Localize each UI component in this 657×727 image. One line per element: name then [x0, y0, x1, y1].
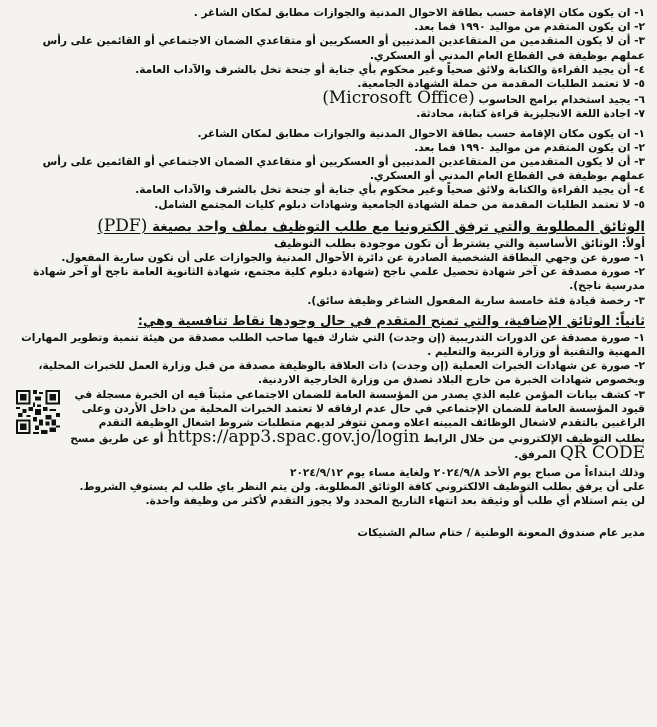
closing-line: على أن يرفق بطلب التوظيف الالكتروني كافة الوثائق المطلوبة. ولن يتم النظر باي طلب لم يستوفِ الشروط.: [79, 480, 645, 493]
requirement-item: ١- ان يكون مكان الإقامة حسب بطاقة الاحوال المدنية والجوازات مطابق لمكان الشاغر.: [197, 127, 645, 140]
requirement-item: ٣- أن لا يكون المتقدمين من المتقاعدين المدنيين أو العسكريين أو متقاعدي الضمان الاجتماعي أو القائمين على رأس عملهم بوظيفة في القطاع العام المدني أو العسكري.: [42, 156, 645, 183]
document-item-text: ٣- كشف بيانات المؤمن عليه الذي يصدر من المؤسسة العامة للضمان الاجتماعي مثبتاً فيه ان الخبرة مسجلة في قيود المؤسسة العامة للضمان الإجتماعي في حال عدم ارفاقه لا تعتمد الخبرات المحلية من داخل الأردن وعلى الراغبين بالتقدم لاشغال الوظائف المبينه اعلاه وممن تتوفر لديهم متطلبات شروط اشغال الوظيفة التقدم بطلب التوظيف الإلكتروني من خلال الرابط: [74, 388, 645, 446]
ms-office-label: (Microsoft Office): [322, 88, 475, 109]
requirement-item-computer: [10, 88, 645, 109]
basic-documents-title: أولاً: الوثائق الأساسية والتي يشترط أن تكون موجودة بطلب التوظيف: [274, 236, 645, 250]
requirement-item: ٢- ان يكون المتقدم من مواليد ١٩٩٠ فما بعد.: [414, 21, 645, 34]
closing-line: وذلك ابتداءاً من صباح يوم الأحد ٢٠٢٤/٩/٨ ولغاية مساء يوم ٢٠٢٤/٩/١٢: [290, 466, 645, 479]
document-item-text: المرفق.: [514, 449, 557, 462]
requirement-item: ٧- اجادة اللغة الانجليزية قراءة كتابة، محادثة.: [416, 108, 645, 121]
qr-code-image[interactable]: [16, 390, 60, 434]
closing-line: لن يتم استلام أي طلب أو وثيقة بعد انتهاء التاريخ المحدد ولا يجوز التقدم لأكثر من وظيفة واحدة.: [145, 495, 645, 508]
pdf-label: (PDF): [97, 215, 148, 236]
documents-heading: [10, 217, 645, 237]
documents-heading-text: الوثائق المطلوبة والتي ترفق الكترونيا مع طلب التوظيف بملف واحد بصيغة: [152, 218, 645, 235]
requirement-item: ٥- لا تعتمد الطلبات المقدمة من حملة الشهادة الجامعية.: [357, 78, 645, 91]
requirements-section-a: [10, 6, 645, 122]
requirement-item: ٢- ان يكون المتقدم من مواليد ١٩٩٠ فما بعد.: [414, 141, 645, 154]
requirement-item: ٥- لا تعتمد الطلبات المقدمة من حملة الشهادة الجامعية وشهادات دبلوم كليات المجتمع الشامل.: [154, 198, 645, 211]
qr-code-label: QR CODE: [559, 443, 645, 464]
application-instructions: [10, 388, 645, 463]
document-item-text: أو عن طريق مسح: [70, 433, 164, 446]
application-link[interactable]: https://app3.spac.gov.jo/login: [167, 427, 420, 448]
document-item: ٣- رخصة قيادة فئة خامسة سارية المفعول الشاغر وظيفة سائق).: [307, 294, 645, 307]
signature: مدير عام صندوق المعونة الوطنية / ختام سالم الشنيكات: [357, 527, 645, 540]
requirement-item: ٤- أن يجيد القراءة والكتابة ولائق صحياً وغير محكوم بأي جناية أو جنحة تخل بالشرف والآداب العامة.: [135, 184, 645, 197]
document-item: ٢- صورة عن شهادات الخبرات العملية (إن وجدت) ذات العلاقة بالوظيفة مصدقة من قبل وزارة العمل للخبرات المحلية، وبخصوص شهادات الخبرة من خارج البلاد تصدق من وزارة الخارجية الاردنية.: [38, 360, 645, 387]
additional-documents-title: ثانياً: الوثائق الإضافية، والتي تمنح المتقدم في حال وجودها نقاط تنافسية وهي:: [137, 313, 645, 329]
requirements-section-b: [10, 127, 645, 212]
requirement-item: ٤- أن يجيد القراءة والكتابة ولائق صحياً وغير محكوم بأي جناية أو جنحة تخل بالشرف والآداب العامة.: [135, 63, 645, 76]
requirement-item: ٦- يجيد استخدام برامج الحاسوب: [478, 94, 645, 107]
requirement-item: ٣- أن لا يكون المتقدمين من المتقاعدين المدنيين أو العسكريين أو متقاعدي الضمان الاجتماعي أو القائمين على رأس عملهم بوظيفة في القطاع العام المدني أو العسكري.: [42, 35, 645, 62]
document-item: ١- صورة عن وجهي البطاقة الشخصية الصادرة عن دائرة الأحوال المدنية والجوازات على أن تكون سارية المفعول.: [61, 252, 645, 265]
closing-notes: [10, 466, 645, 509]
document-item: ٢- صورة مصدقة عن آخر شهادة تحصيل علمي ناجح (شهادة دبلوم كلية مجتمع، شهادة الثانوية العامة ناجح أو آخر شهادة مدرسية ناجح).: [33, 266, 645, 293]
requirement-item: ١- ان يكون مكان الإقامة حسب بطاقة الاحوال المدنية والجوازات مطابق لمكان الشاغر .: [193, 7, 645, 19]
document-item: [70, 388, 645, 463]
document-item: ١- صورة مصدقة عن الدورات التدريبية (إن وجدت) التي شارك فيها صاحب الطلب مصدقة من هيئة تنمية وتطوير المهارات المهنية والتقنية أو وزارة التربية والتعليم .: [21, 331, 645, 359]
